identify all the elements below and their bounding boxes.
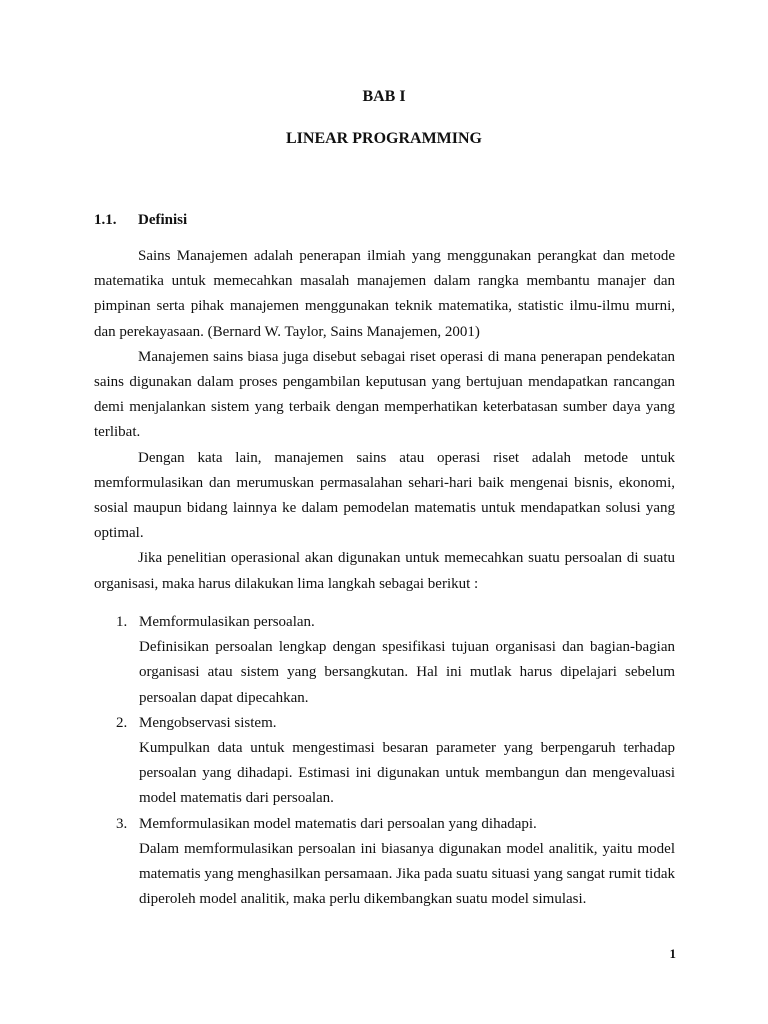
step-description: Kumpulkan data untuk mengestimasi besaran parameter yang berpengaruh terhadap persoalan yang dihadapi. Estimasi ini digunakan untuk membangun dan mengevaluasi model matematis dari persoalan. [139,740,675,807]
step-description: Definisikan persoalan lengkap dengan spesifikasi tujuan organisasi dan bagian-bagian organisasi atau sistem yang bersangkutan. Hal ini mutlak harus dipelajari sebelum persoalan dapat dipecahkan. [139,639,675,706]
chapter-number: BAB I [362,88,406,105]
paragraph: Jika penelitian operasional akan digunakan untuk memecahkan suatu persoalan di suatu organisasi, maka harus dilakukan lima langkah sebagai berikut : [94,550,675,592]
section-heading [94,212,187,229]
step-title: Memformulasikan model matematis dari persoalan yang dihadapi. [139,815,537,832]
list-item [94,610,675,711]
list-marker: 3. [116,815,128,832]
body-text [94,244,675,597]
list-item [94,812,675,913]
paragraph: Manajemen sains biasa juga disebut sebagai riset operasi di mana penerapan pendekatan sains digunakan dalam proses pengambilan keputusan yang bertujuan mendapatkan rancangan demi menjalankan sistem yang terbaik dengan memperhatikan keterbatasan sumber daya yang terlibat. [94,348,675,441]
section-title: Definisi [138,212,188,228]
section-number: 1.1. [94,212,117,228]
page-number: 1 [669,946,676,961]
paragraph: Dengan kata lain, manajemen sains atau operasi riset adalah metode untuk memformulasikan dan merumuskan permasalahan sehari-hari baik mengenai bisnis, ekonomi, sosial maupun bidang lainnya ke dalam pemodelan matematis untuk mendapatkan solusi yang optimal. [94,449,675,542]
step-description: Dalam memformulasikan persoalan ini biasanya digunakan model analitik, yaitu model matematis yang menghasilkan persamaan. Jika pada suatu situasi yang sangat rumit tidak diperoleh model analitik, maka perlu dikembangkan suatu model simulasi. [139,840,675,908]
steps-list [94,610,675,912]
paragraph: Sains Manajemen adalah penerapan ilmiah yang menggunakan perangkat dan metode matematika untuk memecahkan masalah manajemen dalam rangka membantu manajer dan pimpinan serta pihak manajemen menggunakan teknik matematika, statistic ilmu-ilmu murni, dan perekayasaan. (Bernard W. Taylor, Sains Manajemen, 2001) [94,248,675,340]
step-title: Memformulasikan persoalan. [139,614,315,630]
step-title: Mengobservasi sistem. [139,714,277,731]
list-marker: 2. [116,714,128,731]
list-item [94,711,675,812]
chapter-title: LINEAR PROGRAMMING [286,130,482,147]
list-marker: 1. [116,614,128,630]
